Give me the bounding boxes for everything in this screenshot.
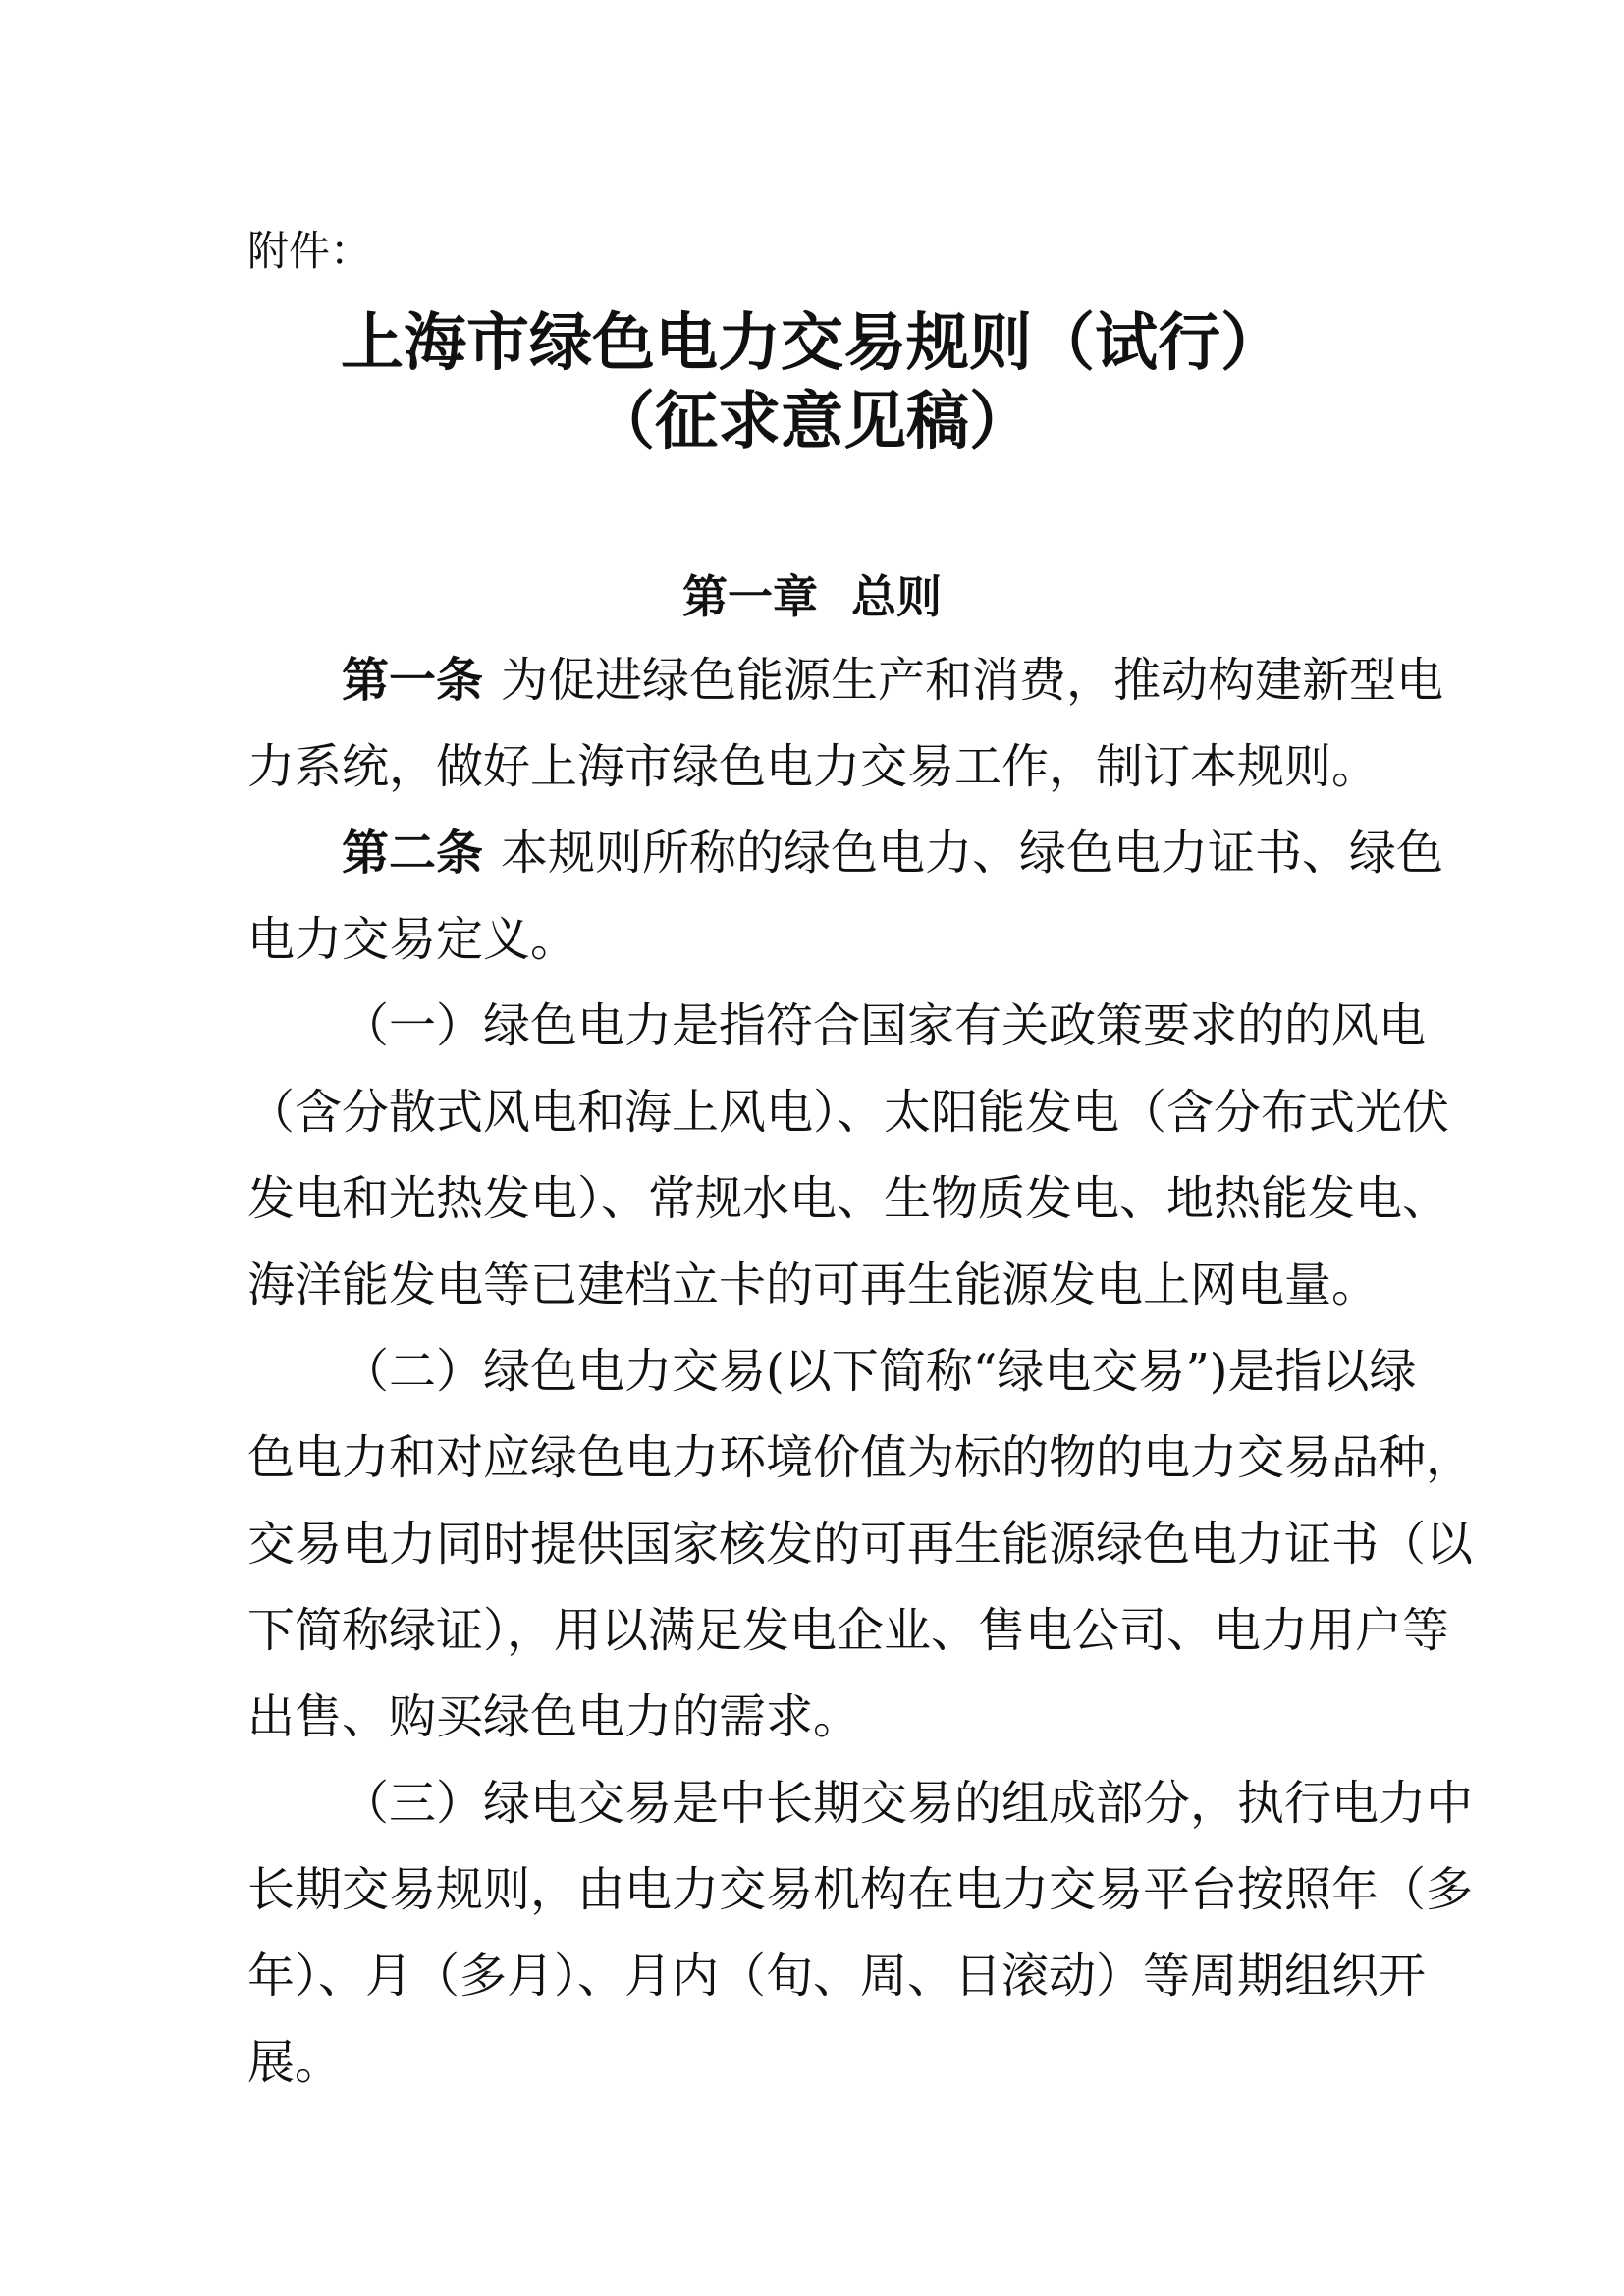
item3-text-line3: 年）、月（多月）、月内（旬、周、日滚动）等周期组织开 bbox=[247, 1949, 1427, 2003]
article1-first-line bbox=[342, 636, 1444, 724]
item2-text-line1: （二）绿色电力交易(以下简称“绿电交易”)是指以绿 bbox=[342, 1344, 1417, 1399]
item3-text-line1: （三）绿电交易是中长期交易的组成部分，执行电力中 bbox=[342, 1776, 1474, 1831]
item1-text-line4: 海洋能发电等已建档立卡的可再生能源发电上网电量。 bbox=[247, 1257, 1380, 1312]
item2-text-line2: 色电力和对应绿色电力环境价值为标的物的电力交易品种， bbox=[247, 1430, 1474, 1485]
item3-text-line4: 展。 bbox=[247, 2035, 343, 2090]
attachment-label: 附件： bbox=[247, 227, 372, 275]
article2-text-line1: 本规则所称的绿色电力、绿色电力证书、绿色 bbox=[501, 826, 1444, 881]
article2-first-line bbox=[342, 809, 1444, 897]
article1-text-line1: 为促进绿色能源生产和消费，推动构建新型电 bbox=[501, 653, 1444, 708]
chapter-heading: 第一章 总则 bbox=[681, 570, 942, 623]
article1-text-line2: 力系统，做好上海市绿色电力交易工作，制订本规则。 bbox=[247, 739, 1380, 794]
article2-text-line2: 电力交易定义。 bbox=[247, 912, 578, 967]
item1-text-line2: （含分散式风电和海上风电）、太阳能发电（含分布式光伏 bbox=[247, 1085, 1450, 1140]
item3-text-line2: 长期交易规则，由电力交易机构在电力交易平台按照年（多 bbox=[247, 1862, 1474, 1917]
item2-text-line3: 交易电力同时提供国家核发的可再生能源绿色电力证书（以 bbox=[247, 1517, 1474, 1572]
item2-text-line4: 下简称绿证），用以满足发电企业、售电公司、电力用户等 bbox=[247, 1603, 1450, 1658]
item2-text-line5: 出售、购买绿色电力的需求。 bbox=[247, 1689, 861, 1744]
item1-text-line3: 发电和光热发电）、常规水电、生物质发电、地热能发电、 bbox=[247, 1171, 1450, 1226]
document-title-line1: 上海市绿色电力交易规则（试行） bbox=[341, 306, 1283, 380]
document-title-line2: （征求意见稿） bbox=[592, 385, 1032, 458]
item1-text-line1: （一）绿色电力是指符合国家有关政策要求的的风电 bbox=[342, 998, 1427, 1053]
article2-label: 第二条 bbox=[342, 826, 484, 881]
article1-label: 第一条 bbox=[342, 653, 484, 708]
